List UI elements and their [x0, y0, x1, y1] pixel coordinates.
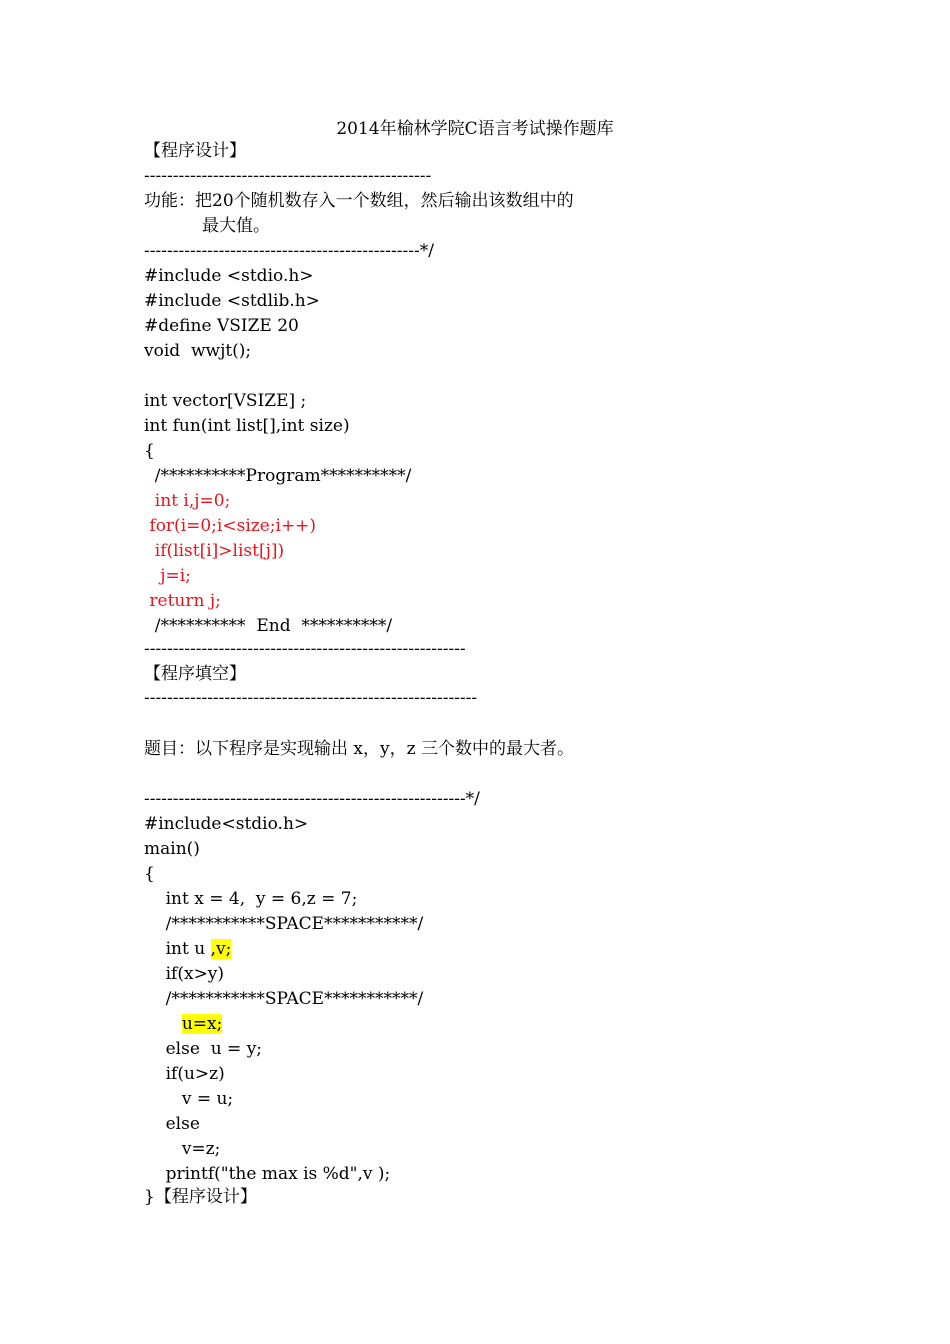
code-line: else u = y; [144, 1039, 263, 1059]
code-line: printf("the max is %d",v ); [144, 1164, 391, 1184]
code-line: #include <stdio.h> [144, 266, 314, 286]
answer-code-line: return j; [144, 591, 221, 611]
answer-code-line: if(list[i]>list[j]) [144, 541, 285, 561]
code-line: #include<stdio.h> [144, 814, 309, 834]
comment-close-rule: --------------------------------------------------------*/ [144, 789, 480, 809]
space-marker-comment: /***********SPACE***********/ [144, 914, 424, 934]
code-line: { [144, 864, 155, 884]
code-line: #include <stdlib.h> [144, 291, 320, 311]
end-marker-comment: /********** End **********/ [144, 616, 393, 636]
code-line: { [144, 441, 155, 461]
code-line: void wwjt(); [144, 341, 252, 361]
divider-rule: ---------------------------------------------------------- [144, 688, 478, 708]
task-description: 题目：以下程序是实现输出 x，y，z 三个数中的最大者。 [144, 739, 574, 759]
comment-close-rule: ------------------------------------------------*/ [144, 241, 434, 261]
answer-code-line: for(i=0;i<size;i++) [144, 516, 317, 536]
program-marker-comment: /**********Program**********/ [144, 466, 412, 486]
divider-rule: -------------------------------------------------------- [144, 639, 466, 659]
code-line-closing [144, 1185, 257, 1209]
code-line-with-blank [144, 1012, 222, 1036]
highlighted-blank-answer: ,v; [210, 939, 232, 959]
code-line: if(x>y) [144, 964, 225, 984]
section-heading-fill-blank: 【程序填空】 [144, 664, 246, 684]
document-title: 2014年榆林学院C语言考试操作题库 [336, 119, 614, 139]
task-description: 功能：把20个随机数存入一个数组，然后输出该数组中的 [144, 191, 574, 211]
code-line-with-blank [144, 937, 231, 961]
section-heading-program-design: 【程序设计】 [154, 1187, 257, 1207]
closing-brace: } [144, 1187, 155, 1207]
code-line: else [144, 1114, 200, 1134]
answer-code-line: j=i; [144, 566, 191, 586]
code-text: int u [144, 939, 211, 959]
code-line: if(u>z) [144, 1064, 225, 1084]
code-line: int fun(int list[],int size) [144, 416, 350, 436]
section-heading-program-design: 【程序设计】 [144, 141, 246, 161]
code-line: int vector[VSIZE] ; [144, 391, 307, 411]
task-description-continued: 最大值。 [202, 216, 270, 236]
code-line: int x = 4, y = 6,z = 7; [144, 889, 358, 909]
code-line: main() [144, 839, 200, 859]
code-line: #define VSIZE 20 [144, 316, 299, 336]
code-line: v=z; [144, 1139, 221, 1159]
answer-code-line: int i,j=0; [144, 491, 231, 511]
divider-rule: -------------------------------------------------- [144, 166, 432, 186]
code-line: v = u; [144, 1089, 234, 1109]
highlighted-blank-answer: u=x; [181, 1014, 223, 1034]
code-text [144, 1014, 182, 1034]
space-marker-comment: /***********SPACE***********/ [144, 989, 424, 1009]
